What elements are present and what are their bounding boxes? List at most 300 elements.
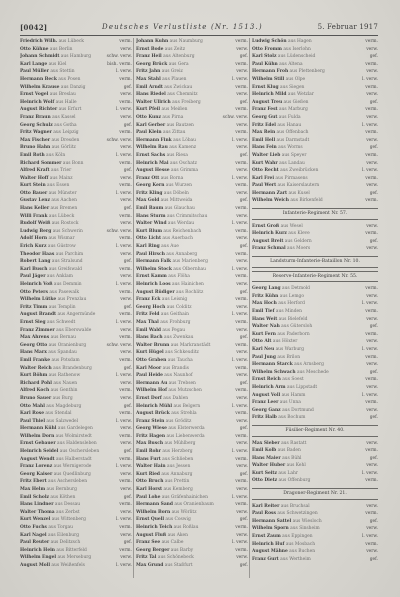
- entry-name: August Fluß: [136, 532, 167, 538]
- list-item: [136, 106, 248, 114]
- entry-origin: aus Jessen: [165, 464, 191, 470]
- entry-name: Karl Stolz: [252, 54, 277, 60]
- list-item: [20, 84, 132, 92]
- status-text: verm.: [235, 39, 248, 44]
- entry-name: Georg Schulz: [20, 122, 53, 128]
- list-item: [20, 357, 132, 365]
- list-item: [20, 46, 132, 54]
- entry-name: Richard Sommer: [20, 160, 62, 166]
- list-item: [136, 456, 248, 464]
- entry-origin: aus Siegen: [278, 84, 305, 90]
- status-text: verw.: [120, 114, 132, 120]
- entry-name: Georg Berger: [136, 547, 170, 553]
- status-text: gef.: [239, 54, 248, 60]
- status-text: schw. verw.: [222, 114, 248, 120]
- entry-name: Otto Fuchs: [20, 525, 47, 530]
- column-2: [136, 38, 248, 578]
- entry-name: Kurt Pfeil: [136, 107, 161, 113]
- entry-name: Fritz Feld: [136, 312, 160, 318]
- list-item: [136, 122, 248, 130]
- status-text: verw.: [236, 441, 248, 447]
- status-text: gef.: [239, 244, 248, 250]
- list-item: [252, 525, 378, 533]
- list-item: [136, 167, 248, 175]
- status-text: schw. verw.: [106, 54, 132, 60]
- list-item: [20, 380, 132, 388]
- entry-name: Walter Thoma: [20, 509, 55, 515]
- entry-origin: aus Greiz: [160, 69, 183, 75]
- entry-name: Hans Marx: [20, 350, 47, 356]
- entry-origin: aus Grimma: [169, 168, 199, 174]
- status-text: verm.: [235, 525, 248, 530]
- list-item: [252, 361, 378, 369]
- entry-name: August Moll: [20, 562, 51, 568]
- entry-name: Kurt Hügel: [136, 350, 164, 356]
- entry-name: Hermann Zart: [252, 190, 288, 196]
- entry-name: Franz See: [136, 540, 161, 546]
- status-text: verw.: [366, 223, 378, 229]
- status-text: verm.: [235, 61, 248, 67]
- entry-origin: aus Bochum: [276, 415, 306, 421]
- list-item: [136, 197, 248, 205]
- status-text: gef.: [239, 517, 248, 523]
- entry-origin: aus Olpe: [284, 76, 306, 82]
- entry-origin: aus Wiesloch: [291, 518, 322, 524]
- status-text: l. verw.: [231, 449, 248, 455]
- list-item: [20, 61, 132, 69]
- status-text: verw.: [120, 327, 132, 333]
- entry-name: Wilhelm Still: [252, 76, 285, 82]
- entry-name: Wilhelm Born: [136, 509, 171, 515]
- list-item: [252, 285, 378, 293]
- status-text: verm.: [119, 213, 132, 219]
- status-text: verw.: [236, 304, 248, 310]
- status-text: l. verw.: [115, 464, 132, 470]
- entry-origin: aus Leisnig: [160, 297, 188, 303]
- entry-name: Franz Ott: [136, 175, 160, 181]
- entry-origin: aus Arnsberg: [292, 362, 324, 368]
- entry-name: Paul Kühn: [252, 61, 278, 67]
- entry-origin: aus Geithain: [159, 312, 189, 318]
- list-item: [252, 84, 378, 92]
- status-text: verw.: [120, 471, 132, 477]
- list-item: [20, 114, 132, 122]
- status-text: verm.: [235, 107, 248, 113]
- entry-name: Emil Hell: [252, 137, 276, 143]
- entry-origin: aus Dortmund: [280, 407, 314, 413]
- entry-origin: aus Gera: [167, 61, 189, 67]
- entry-origin: aus Mainz: [48, 175, 73, 181]
- entry-origin: aus Gardelegen: [56, 426, 93, 432]
- list-item: [136, 532, 248, 540]
- entry-name: Max Stahl: [136, 76, 161, 82]
- list-item: [252, 245, 378, 253]
- entry-name: Hans Keller: [20, 206, 50, 212]
- list-item: [252, 238, 378, 246]
- list-item: [20, 220, 132, 228]
- status-text: verm.: [119, 130, 132, 136]
- entry-origin: aus Güstrow: [46, 244, 76, 250]
- entry-origin: aus Herford: [276, 301, 305, 307]
- list-item: [20, 68, 132, 76]
- entry-name: Max Ahrens: [20, 335, 50, 341]
- status-text: verw.: [120, 274, 132, 280]
- entry-name: Friedrich Wilh.: [20, 39, 58, 44]
- entry-origin: aus Leipzig: [51, 130, 79, 136]
- entry-name: Max Fischer: [20, 137, 51, 143]
- list-item: [136, 38, 248, 46]
- list-item: [20, 349, 132, 357]
- status-text: verm.: [119, 266, 132, 272]
- list-item: [20, 182, 132, 190]
- entry-name: Fritz Edel: [252, 122, 276, 128]
- status-text: gef.: [369, 238, 378, 244]
- entry-name: Ernst Klug: [252, 84, 279, 90]
- entry-name: Wilhelm Lütke: [20, 297, 57, 303]
- entry-origin: aus Döbeln: [162, 190, 189, 196]
- entry-name: August Voll: [252, 392, 281, 398]
- list-item: [20, 547, 132, 555]
- list-item: [136, 228, 248, 236]
- entry-origin: aus Flöha: [166, 274, 190, 280]
- entry-name: Georg Brück: [136, 61, 168, 67]
- status-text: gef.: [369, 99, 378, 105]
- entry-origin: aus Eilenburg: [46, 532, 80, 538]
- list-item: [136, 349, 248, 357]
- entry-name: Wilhelm Dorn: [20, 433, 55, 439]
- status-text: verm.: [119, 289, 132, 295]
- entry-name: Wilhelm Schwach: [252, 369, 296, 375]
- entry-origin: aus Kassel: [50, 114, 76, 120]
- list-item: [20, 289, 132, 297]
- entry-name: Otto Kühne: [20, 46, 49, 52]
- list-item: [136, 235, 248, 243]
- list-item: [252, 447, 378, 455]
- status-text: l. verw.: [231, 357, 248, 363]
- entry-name: Franz Leer: [252, 400, 279, 406]
- entry-name: August Richter: [20, 107, 58, 113]
- entry-origin: aus Torgau: [46, 525, 73, 530]
- list-item: [136, 129, 248, 137]
- entry-origin: aus Borna: [159, 175, 184, 181]
- list-item: [20, 327, 132, 335]
- entry-origin: aus Calbe: [160, 540, 184, 546]
- entry-origin: aus Danzig: [59, 84, 86, 90]
- entry-origin: aus Lübeck: [47, 213, 75, 219]
- status-text: verm.: [119, 335, 132, 341]
- status-text: schw. verw.: [106, 228, 132, 234]
- list-item: [136, 61, 248, 69]
- list-item: [136, 425, 248, 433]
- list-item: [136, 175, 248, 183]
- status-text: verm.: [119, 433, 132, 439]
- entry-name: Hans Fein: [252, 145, 277, 151]
- entry-origin: aus Hainichen: [170, 282, 204, 287]
- list-item: [136, 478, 248, 486]
- status-text: verw.: [236, 236, 248, 242]
- entry-name: Hans Maier: [252, 455, 281, 461]
- entry-origin: aus Wittenberg: [50, 517, 86, 523]
- entry-name: Johann Kuhn: [136, 39, 169, 44]
- entry-name: Emil Franke: [20, 357, 51, 363]
- entry-name: Otto Bauer: [20, 190, 48, 196]
- status-text: verw.: [366, 503, 378, 509]
- list-item: [136, 76, 248, 84]
- status-text: verm.: [119, 236, 132, 242]
- entry-name: Paul Heide: [136, 373, 163, 379]
- entry-name: Karl Moor: [136, 365, 162, 371]
- status-text: verw.: [236, 213, 248, 219]
- list-item: [20, 152, 132, 160]
- entry-name: Karl Ring: [136, 244, 160, 250]
- list-item: [136, 137, 248, 145]
- entry-origin: aus Riesa: [165, 152, 188, 158]
- entry-origin: aus Merseburg: [56, 555, 92, 561]
- entry-name: Max Sieber: [252, 440, 280, 446]
- status-text: l. verw.: [115, 152, 132, 158]
- entry-origin: aus Mühlberg: [163, 441, 196, 447]
- status-text: l. verw.: [361, 301, 378, 307]
- entry-name: Heinrich Wolf: [20, 99, 55, 105]
- status-text: l. verw.: [231, 403, 248, 409]
- status-text: verm.: [235, 251, 248, 257]
- page-number: [0042]: [20, 22, 48, 32]
- entry-origin: aus Rochlitz: [174, 289, 204, 295]
- entry-name: Fritz Timm: [20, 304, 48, 310]
- status-text: gef.: [239, 99, 248, 105]
- status-text: verm.: [365, 61, 378, 67]
- entry-origin: aus Lemgo: [278, 293, 304, 299]
- status-text: verm.: [119, 76, 132, 82]
- status-text: verm.: [235, 297, 248, 303]
- status-text: verm.: [235, 228, 248, 234]
- entry-name: Ernst Reich: [252, 377, 281, 383]
- entry-name: Hans Weit: [252, 316, 278, 322]
- entry-name: Fritz Wagner: [20, 130, 52, 136]
- list-item: [252, 53, 378, 61]
- status-text: verw.: [236, 395, 248, 401]
- list-item: [136, 144, 248, 152]
- list-item: [136, 380, 248, 388]
- entry-name: Otto Bruch: [136, 479, 164, 485]
- entry-origin: aus Kehl: [285, 463, 306, 469]
- status-text: verm.: [365, 198, 378, 204]
- entry-origin: aus Gütersloh: [279, 324, 313, 330]
- entry-name: Fritz Hagen: [136, 433, 166, 439]
- entry-name: Ernst Kamm: [136, 274, 167, 280]
- status-text: gef.: [123, 259, 132, 265]
- status-text: verw.: [120, 145, 132, 151]
- status-text: verm.: [235, 411, 248, 417]
- entry-origin: aus Plettenberg: [288, 69, 325, 75]
- entry-origin: aus Genthin: [49, 388, 78, 394]
- entry-name: Fritz Kühn: [252, 293, 279, 299]
- entry-name: Franz Fest: [252, 107, 278, 113]
- column-divider: [133, 38, 134, 578]
- entry-name: Georg Hoch: [136, 304, 166, 310]
- status-text: l. verw.: [115, 319, 132, 325]
- entry-name: Hans Sturm: [136, 213, 166, 219]
- status-text: gef.: [123, 449, 132, 455]
- list-item: [136, 562, 248, 570]
- status-text: gef.: [123, 168, 132, 174]
- status-text: verw.: [120, 395, 132, 401]
- entry-origin: aus Angermünde: [56, 312, 96, 318]
- status-text: gef.: [369, 324, 378, 330]
- entry-name: Heinrich Voß: [20, 282, 53, 287]
- list-item: [20, 448, 132, 456]
- list-item: [136, 372, 248, 380]
- list-item: [252, 160, 378, 168]
- entry-origin: aus Worms: [276, 145, 303, 151]
- status-text: verm.: [235, 388, 248, 394]
- entry-origin: aus Chemnitz: [165, 92, 198, 98]
- entry-name: Wilhelm Stock: [136, 266, 172, 272]
- list-item: [252, 46, 378, 54]
- entry-origin: aus Aken: [166, 532, 188, 538]
- status-text: verw.: [366, 69, 378, 75]
- status-text: verw.: [366, 114, 378, 120]
- entry-name: Emil Kolb: [252, 448, 277, 454]
- status-text: verm.: [365, 175, 378, 181]
- entry-name: Hermann Fink: [136, 137, 172, 143]
- entry-origin: aus Wesel: [279, 223, 303, 229]
- list-item: [136, 258, 248, 266]
- entry-origin: aus Zittau: [161, 130, 186, 136]
- entry-origin: aus Colditz: [165, 304, 192, 310]
- status-text: verw.: [366, 362, 378, 368]
- entry-name: Otto Mahl: [20, 403, 45, 409]
- entry-name: August Brandt: [20, 312, 57, 318]
- entry-origin: aus Bernau: [49, 335, 76, 341]
- list-item: [20, 478, 132, 486]
- status-text: verw.: [120, 175, 132, 181]
- list-item: [252, 556, 378, 564]
- entry-origin: aus Mosbach: [284, 541, 316, 547]
- list-item: [252, 316, 378, 324]
- entry-name: Otto Licht: [136, 236, 161, 242]
- list-item: [136, 554, 248, 562]
- entry-origin: aus Demmin: [52, 282, 82, 287]
- entry-name: Emil Tief: [252, 309, 275, 314]
- status-text: verm.: [119, 547, 132, 553]
- list-item: [252, 414, 378, 422]
- status-text: gef.: [369, 54, 378, 60]
- entry-name: Heinrich Loos: [136, 282, 171, 287]
- status-text: gef.: [239, 152, 248, 158]
- entry-name: Emil Arndt: [136, 84, 163, 90]
- status-text: verw.: [236, 168, 248, 174]
- entry-origin: aus Buchen: [287, 549, 316, 555]
- entry-origin: aus Speyer: [280, 152, 307, 158]
- list-item: [20, 395, 132, 403]
- list-item: [252, 510, 378, 518]
- entry-origin: aus Annaberg: [164, 251, 198, 257]
- status-text: verw.: [366, 183, 378, 189]
- section-heading: Füsilier-Regiment Nr. 40.: [252, 425, 378, 437]
- status-text: verm.: [235, 130, 248, 136]
- entry-name: Johann Schmidt: [20, 54, 60, 60]
- status-text: gef.: [239, 426, 248, 432]
- section-heading: Dragoner-Regiment Nr. 21.: [252, 488, 378, 500]
- entry-origin: aus Barby: [169, 547, 194, 553]
- entry-origin: aus Oschersleben: [58, 449, 100, 455]
- list-item: [20, 311, 132, 319]
- entry-name: Fritz Tal: [136, 555, 157, 561]
- status-text: verw.: [120, 555, 132, 561]
- list-item: [252, 61, 378, 69]
- entry-origin: aus Trebsen: [167, 380, 196, 386]
- entry-name: Otto Recht: [252, 168, 279, 174]
- entry-origin: aus Görlitz: [50, 145, 76, 151]
- list-item: [20, 175, 132, 183]
- entry-origin: aus Elsterwerda: [166, 426, 205, 432]
- entry-origin: aus Schönebeck: [156, 555, 194, 561]
- list-item: [136, 387, 248, 395]
- list-item: [20, 539, 132, 547]
- list-item: [252, 376, 378, 384]
- list-item: [20, 258, 132, 266]
- status-text: l. verw.: [231, 540, 248, 546]
- list-item: [136, 220, 248, 228]
- status-text: verm.: [119, 312, 132, 318]
- entry-origin: aus Parchim: [54, 251, 84, 257]
- status-text: verw.: [236, 418, 248, 424]
- entry-origin: aus Hagen: [286, 39, 312, 44]
- list-item: [252, 407, 378, 415]
- entry-name: Hermann Froh: [252, 69, 289, 75]
- status-text: gef.: [123, 206, 132, 212]
- list-item: [20, 463, 132, 471]
- entry-origin: aus Liebenwerda: [165, 433, 205, 439]
- entry-origin: aus Landau: [277, 160, 305, 166]
- entry-name: Otto Graben: [136, 357, 167, 363]
- list-item: [252, 175, 378, 183]
- entry-name: Walter Hoff: [20, 175, 49, 181]
- status-text: bish. verm.: [107, 61, 132, 67]
- list-item: [252, 182, 378, 190]
- list-item: [20, 266, 132, 274]
- list-item: [20, 213, 132, 221]
- entry-origin: aus Rathenow: [47, 373, 81, 379]
- entry-name: Max Hoch: [252, 301, 277, 307]
- list-item: [20, 456, 132, 464]
- entry-name: Hermann Au: [136, 380, 168, 386]
- status-text: verw.: [366, 407, 378, 413]
- entry-name: Fritz Kling: [136, 190, 163, 196]
- entry-name: Max Busch: [136, 441, 164, 447]
- status-text: verw.: [236, 282, 248, 287]
- list-item: [20, 501, 132, 509]
- entry-name: Wilhelm Sporn: [252, 526, 289, 532]
- list-item: [252, 99, 378, 107]
- list-item: [136, 296, 248, 304]
- list-item: [136, 509, 248, 517]
- list-item: [20, 160, 132, 168]
- entry-name: Hans Riedel: [136, 92, 166, 98]
- entry-name: Georg Wiese: [136, 426, 167, 432]
- list-item: [20, 190, 132, 198]
- status-text: verm.: [365, 448, 378, 454]
- entry-origin: aus Oranienburg: [47, 342, 87, 348]
- list-item: [20, 486, 132, 494]
- list-item: [136, 334, 248, 342]
- entry-origin: aus Pirna: [160, 114, 184, 120]
- status-text: verm.: [119, 456, 132, 462]
- status-text: verw.: [120, 487, 132, 493]
- entry-origin: aus Potsdam: [50, 357, 80, 363]
- entry-origin: aus Fulda: [277, 114, 301, 120]
